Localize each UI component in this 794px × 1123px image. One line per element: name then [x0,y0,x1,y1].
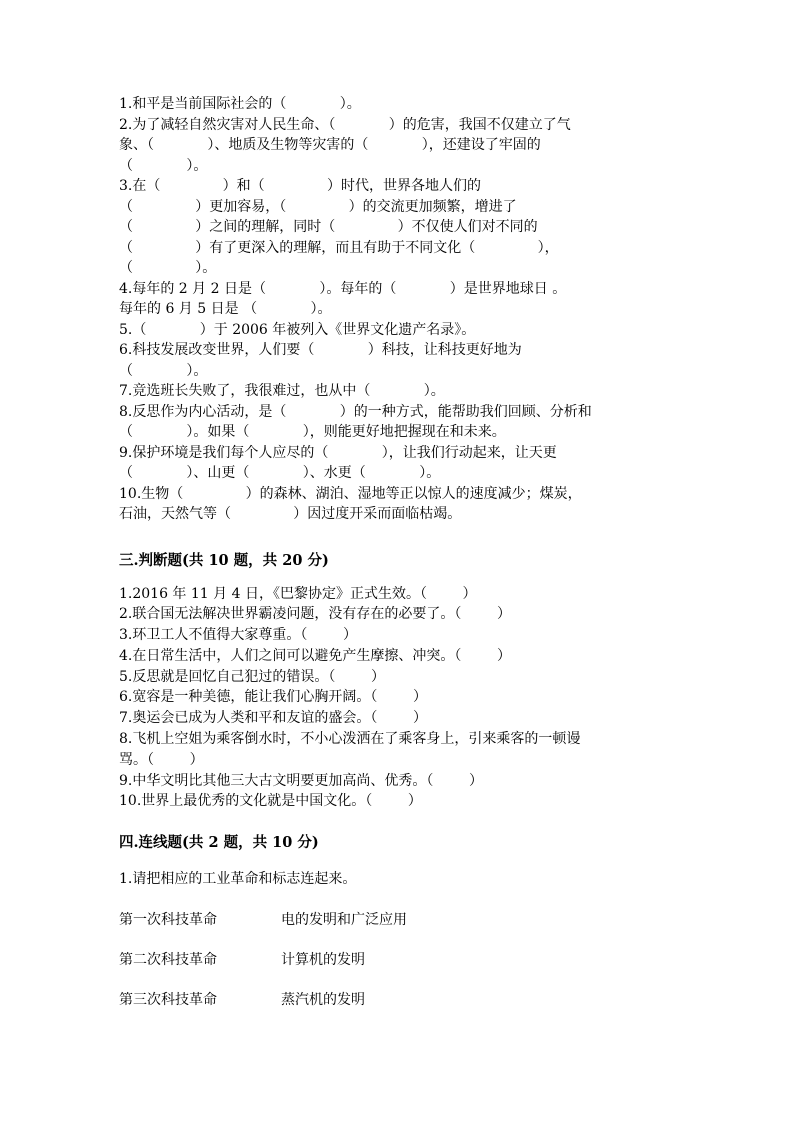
question-line: 1.和平是当前国际社会的（ ）。 [119,96,361,112]
question-line: （ ）。 [119,157,208,174]
question-line: 9.保护环境是我们每个人应尽的（ ），让我们行动起来，让天更 [119,444,557,461]
question-line: 7.竞选班长失败了，我很难过，也从中（ ）。 [119,383,445,399]
question-line: （ ）、山更（ ）、水更（ ）。 [119,465,441,481]
question-line: 10.生物（ ）的森林、湖泊、湿地等正以惊人的速度减少；煤炭， [119,485,582,502]
matching-instruction: 1.请把相应的工业革命和标志连起来。 [119,871,357,888]
question-line: 2.为了减轻自然灾害对人民生命、（ ）的危害，我国不仅建立了气 [119,116,571,133]
matching-row [119,910,679,930]
question-line: （ ）有了更深入的理解，而且有助于不同文化（ ）， [119,239,559,256]
question-line: 5.反思就是回忆自己犯过的错误。（ ） [119,668,385,685]
matching-right-item: 电的发明和广泛应用 [281,912,407,929]
question-line: 9.中华文明比其他三大古文明要更加高尚、优秀。（ ） [119,772,483,789]
question-line: 3.环卫工人不值得大家尊重。（ ） [119,627,357,644]
fill-in-blank-section [119,94,679,525]
question-line: 3.在（ ）和（ ）时代，世界各地人们的 [119,178,481,194]
matching-row [119,990,679,1010]
question-line: 6.科技发展改变世界，人们要（ ）科技，让科技更好地为 [119,342,522,358]
question-line: 象、（ ）、地质及生物等灾害的（ ），还建设了牢固的 [119,137,541,153]
question-line: （ ）。 [119,362,208,379]
question-line: （ ）更加容易，（ ）的交流更加频繁，增进了 [119,198,517,215]
question-line: 4.每年的 2 月 2 日是（ ）。每年的（ ）是世界地球日 。 [119,280,567,297]
question-line: 2.联合国无法解决世界霸凌问题，没有存在的必要了。（ ） [119,606,511,623]
question-line: （ ）。如果（ ），则能更好地把握现在和未来。 [119,424,506,440]
matching-left-item: 第三次科技革命 [119,992,217,1009]
exam-page [119,94,679,1030]
question-line: 4.在日常生活中，人们之间可以避免产生摩擦、冲突。（ ） [119,647,511,664]
matching-row [119,950,679,970]
question-line: 骂。（ ） [119,751,204,768]
matching-section [119,869,679,1010]
question-line: （ ）。 [119,260,217,276]
section-title-judgement: 三.判断题(共 10 题，共 20 分) [119,551,329,569]
question-line: 8.飞机上空姐为乘客倒水时，不小心泼洒在了乘客身上，引来乘客的一顿谩 [119,731,581,748]
question-line: 7.奥运会已成为人类和平和友谊的盛会。（ ） [119,710,427,727]
question-line: 8.反思作为内心活动，是（ ）的一种方式，能帮助我们回顾、分析和 [119,403,592,420]
question-line: 5.（ ）于 2006 年被列入《世界文化遗产名录》。 [119,321,476,338]
question-line: 石油，天然气等（ ）因过度开采而面临枯竭。 [119,506,462,522]
matching-left-item: 第二次科技革命 [119,952,217,969]
matching-left-item: 第一次科技革命 [119,912,217,929]
question-line: 1.2016 年 11 月 4 日，《巴黎协定》正式生效。（ ） [119,585,477,602]
section-title-matching: 四.连线题(共 2 题，共 10 分) [119,834,319,852]
question-line: 6.宽容是一种美德，能让我们心胸开阔。（ ） [119,689,427,706]
question-line: 10.世界上最优秀的文化就是中国文化。（ ） [119,793,422,810]
matching-right-item: 计算机的发明 [281,952,365,969]
matching-right-item: 蒸汽机的发明 [281,992,365,1009]
question-line: 每年的 6 月 5 日是 （ ）。 [119,301,332,317]
judgement-section [119,584,679,813]
question-line: （ ）之间的理解，同时（ ）不仅使人们对不同的 [119,219,538,235]
